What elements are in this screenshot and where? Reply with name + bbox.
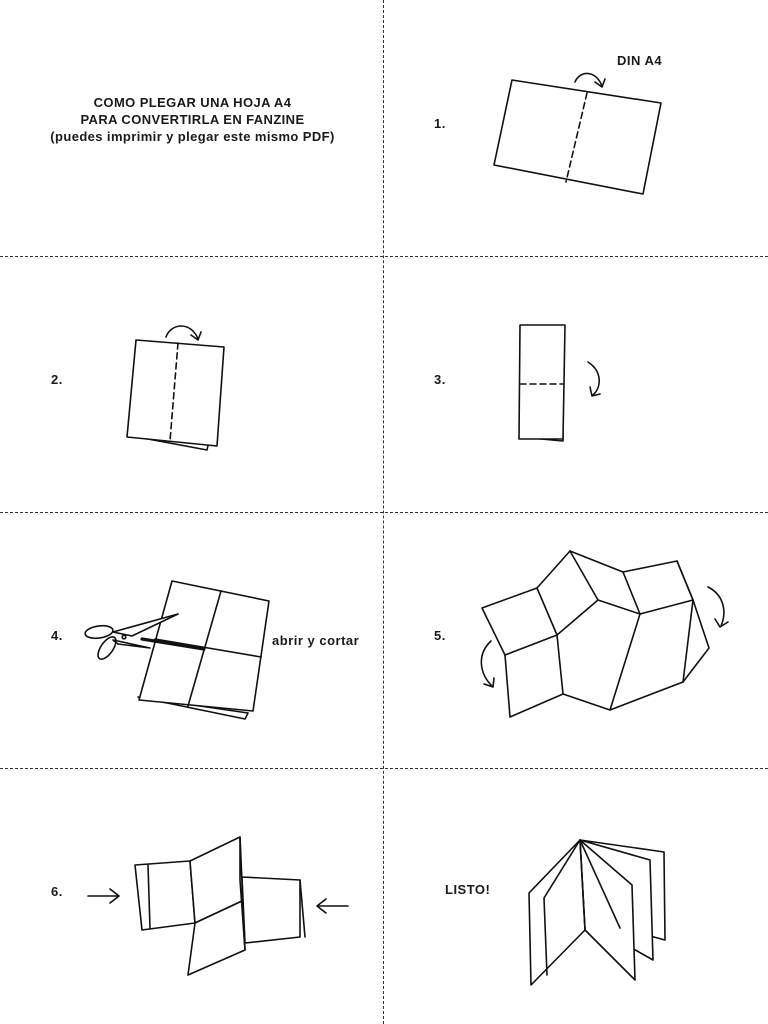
curved-arrow-icon <box>166 326 201 340</box>
step-1-illustration <box>480 60 680 210</box>
curved-arrow-icon <box>588 362 600 396</box>
folded-sheet <box>139 581 269 711</box>
step-4-number: 4. <box>51 628 63 643</box>
horizontal-cut-line-3 <box>0 768 768 769</box>
horizontal-cut-line-2 <box>0 512 768 513</box>
quarter-sheet <box>519 325 565 439</box>
curved-arrow-icon <box>481 641 494 687</box>
step-4-label: abrir y cortar <box>272 633 360 648</box>
horizontal-cut-line-1 <box>0 256 768 257</box>
title-line-2: PARA CONVERTIRLA EN FANZINE <box>80 112 305 127</box>
half-sheet <box>127 340 224 446</box>
step-4-illustration <box>80 570 275 730</box>
step-2-illustration <box>115 315 235 460</box>
opened-sheet <box>482 551 709 717</box>
step-3-illustration <box>505 315 615 460</box>
straight-arrow-icon <box>88 889 119 903</box>
step-3-number: 3. <box>434 372 446 387</box>
step-1-label: DIN A4 <box>617 53 663 68</box>
title-line-3: (puedes imprimir y plegar este mismo PDF) <box>50 129 335 144</box>
page-right <box>242 877 300 943</box>
title-line-1: COMO PLEGAR UNA HOJA A4 <box>93 95 292 110</box>
step-5-illustration <box>465 540 745 730</box>
front-left-page <box>529 840 585 985</box>
step-2-number: 2. <box>51 372 63 387</box>
curved-arrow-icon <box>575 73 605 87</box>
curved-arrow-icon <box>708 587 728 627</box>
step-6-illustration <box>80 825 355 985</box>
step-5-number: 5. <box>434 628 446 643</box>
step-1-number: 1. <box>434 116 446 131</box>
page-left <box>135 861 195 930</box>
straight-arrow-icon <box>317 899 348 913</box>
a4-sheet <box>494 80 661 194</box>
finished-zine-illustration <box>520 830 675 995</box>
page-title <box>20 94 365 145</box>
done-label: LISTO! <box>445 882 491 897</box>
step-6-number: 6. <box>51 884 63 899</box>
